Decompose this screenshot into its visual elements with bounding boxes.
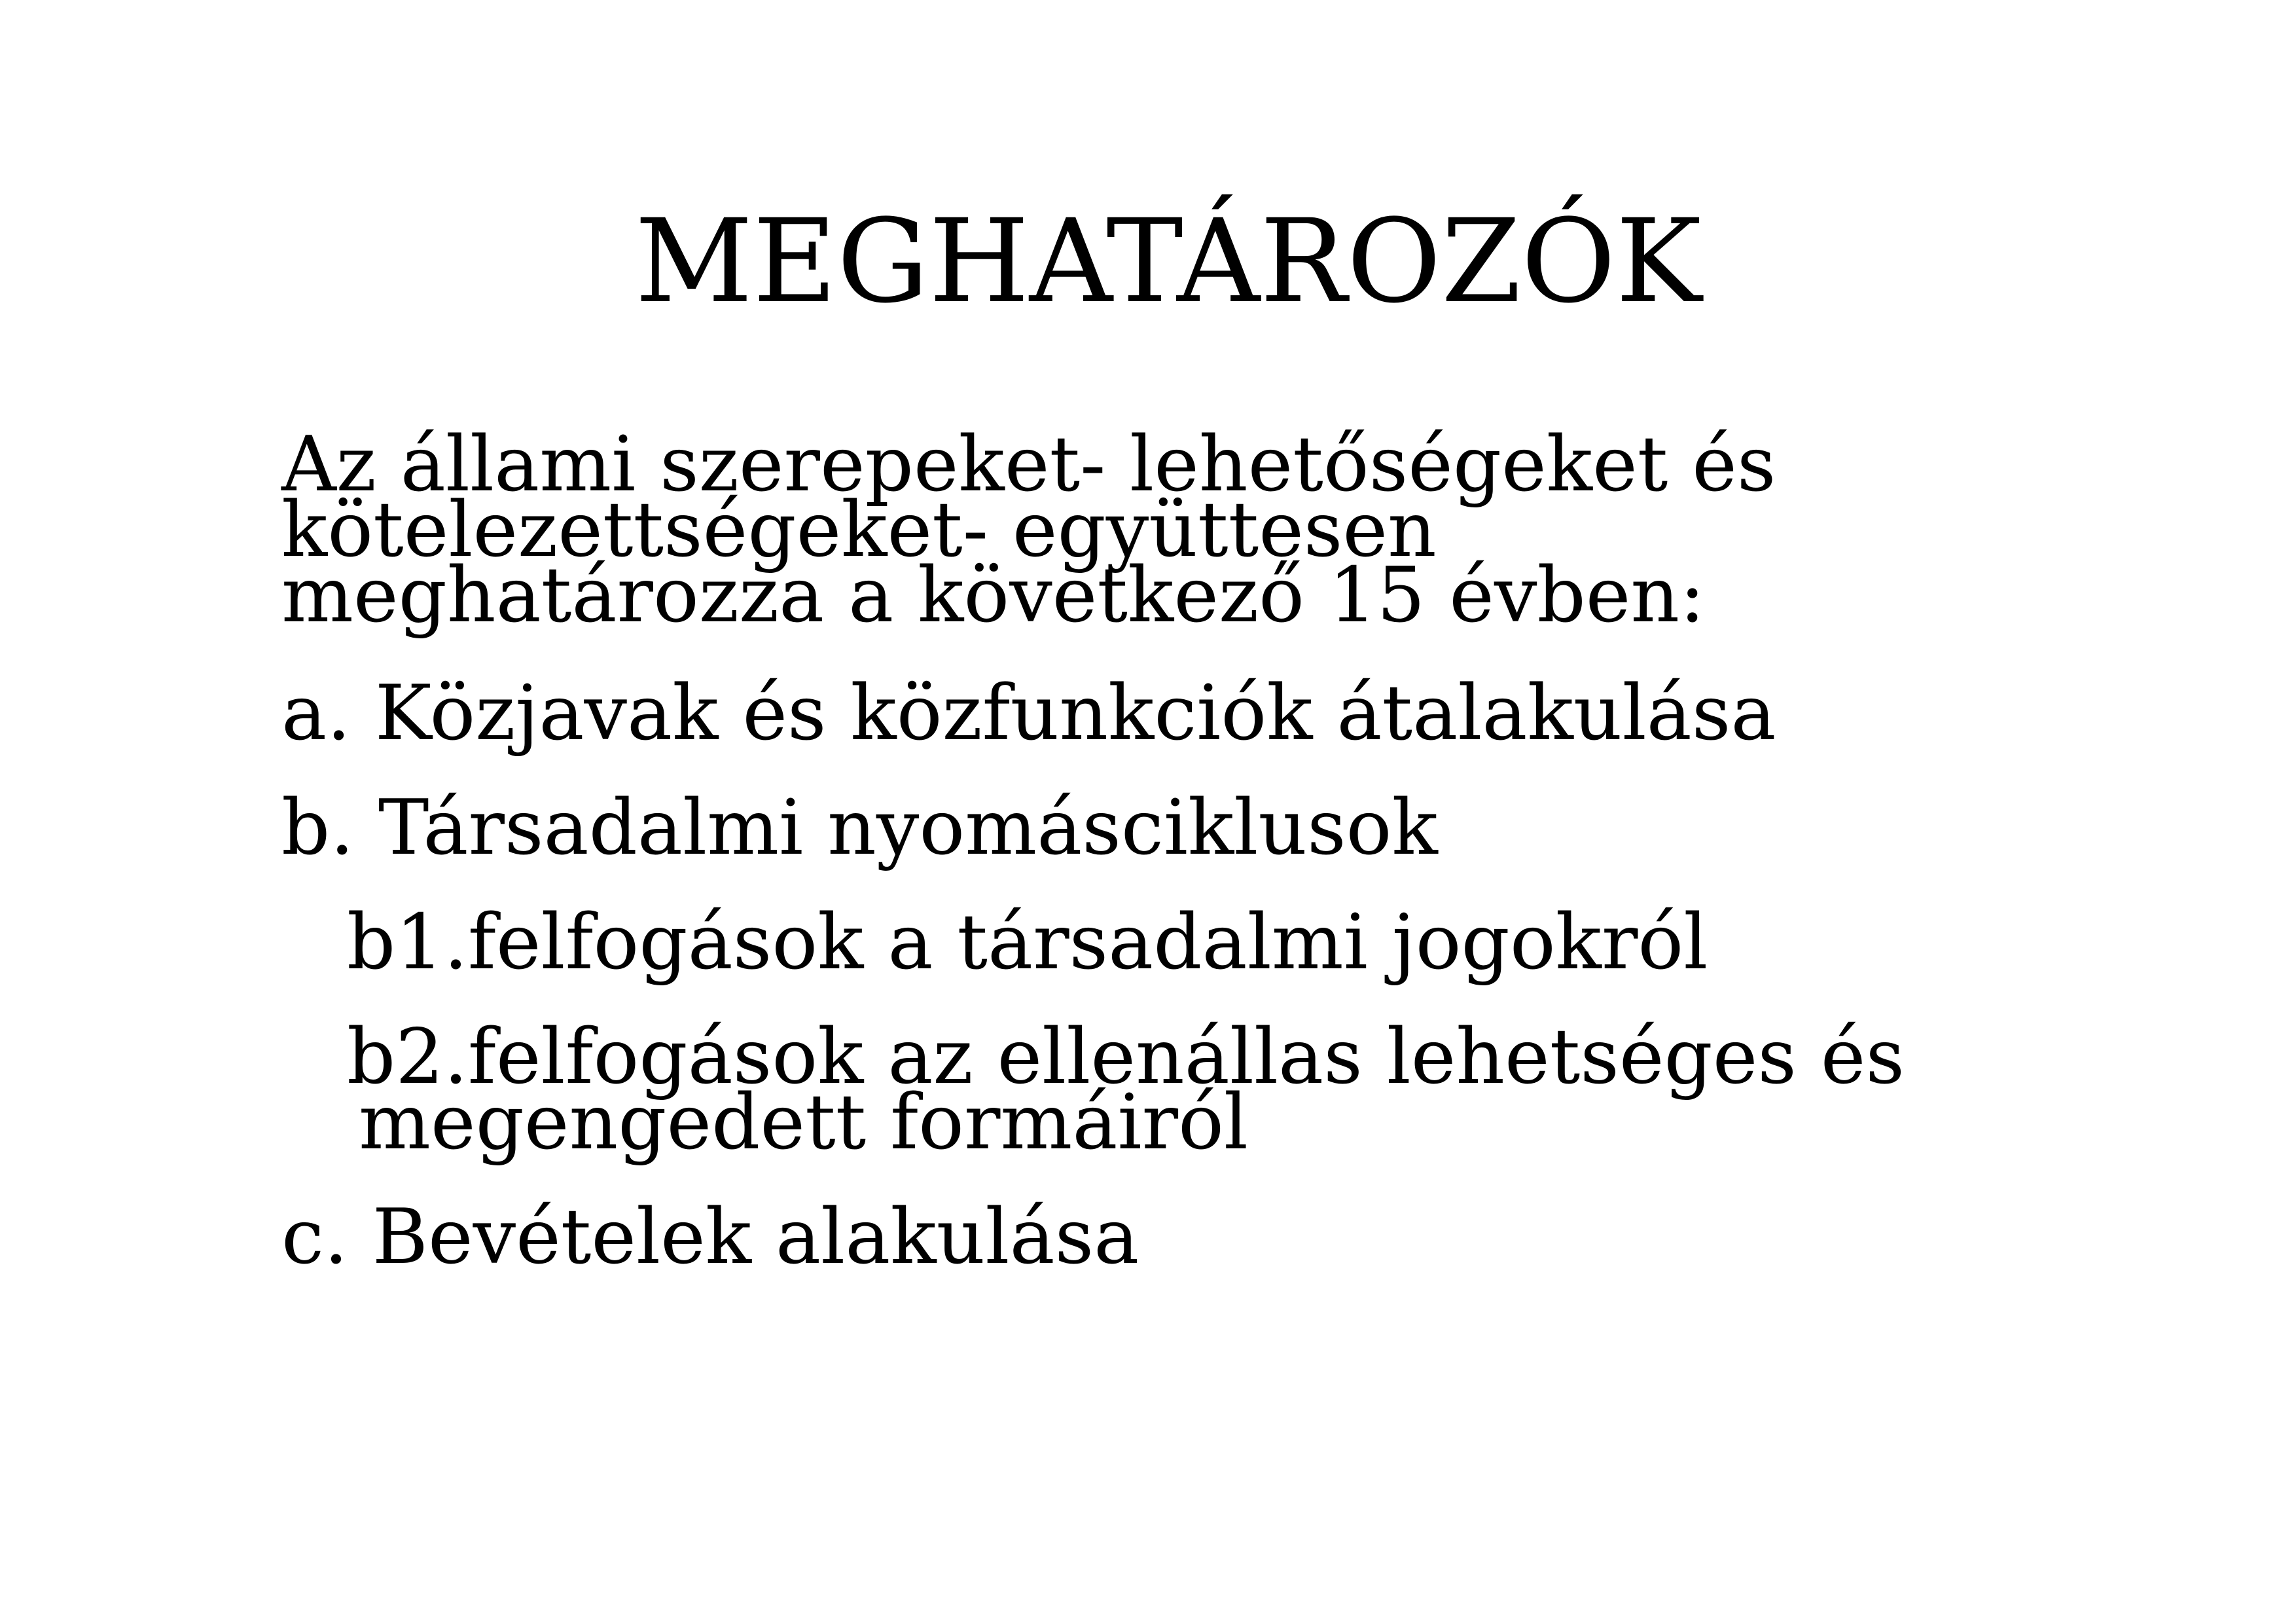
item-b2-line-1: b2.felfogások az ellenállas lehetséges és (347, 1013, 1905, 1101)
item-b: b. Társadalmi nyomásciklusok (281, 784, 1438, 872)
intro-line-2: kötelezettségeket- együttesen (281, 486, 1437, 574)
item-b1: b1.felfogások a társadalmi jogokról (347, 898, 1708, 987)
item-b2 (281, 1013, 2212, 1167)
item-b2-line-2: megengedett formáiról (359, 1078, 1249, 1167)
slide-title: MEGHATÁROZÓK (635, 194, 1702, 329)
item-a: a. Közjavak és közfunkciók átalakulása (281, 669, 1776, 757)
intro-paragraph (281, 420, 2212, 640)
intro-line-1: Az állami szerepeket- lehetőségeket és (281, 420, 1776, 509)
intro-line-3: meghatározza a következő 15 évben: (281, 551, 1706, 640)
slide-body (281, 420, 2212, 1281)
item-c: c. Bevételek alakulása (281, 1193, 1139, 1281)
